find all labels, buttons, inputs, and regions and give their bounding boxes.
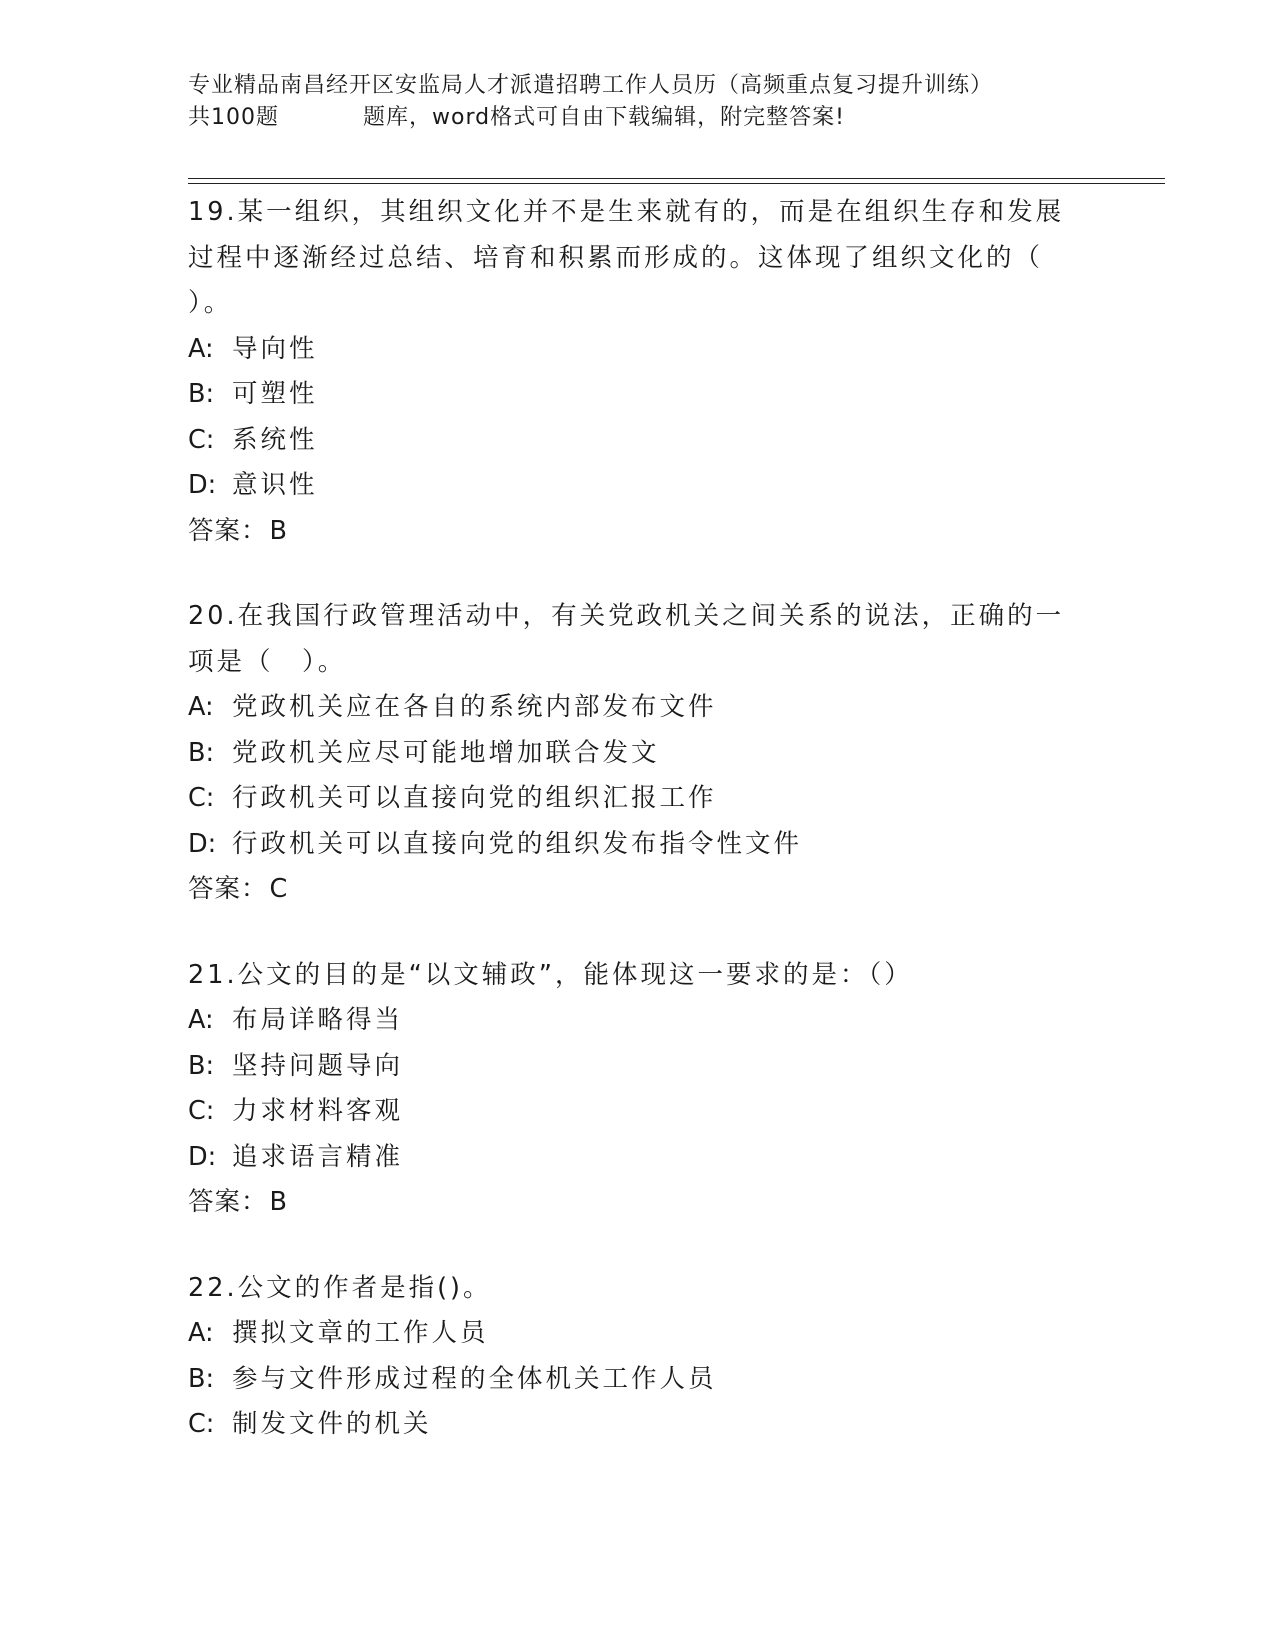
header-divider-bottom <box>188 183 1165 184</box>
question-number: 19. <box>188 197 238 227</box>
option-letter: A: <box>188 1318 214 1348</box>
question-body: 公文的目的是“以文辅政”，能体现这一要求的是：（） <box>237 959 913 990</box>
question-text <box>188 953 1088 999</box>
option-c <box>188 1402 1088 1448</box>
option-c <box>188 1089 1088 1135</box>
option-a <box>188 685 1088 731</box>
option-text: 党政机关应在各自的系统内部发布文件 <box>232 692 717 722</box>
option-letter: A: <box>188 692 214 722</box>
option-b <box>188 731 1088 777</box>
option-text: 行政机关可以直接向党的组织汇报工作 <box>232 783 717 813</box>
option-c <box>188 418 1088 464</box>
option-d <box>188 463 1088 509</box>
option-text: 导向性 <box>232 333 318 364</box>
answer-line <box>188 1180 1088 1226</box>
option-letter: A: <box>188 333 214 364</box>
option-letter: D: <box>188 828 217 859</box>
question-number: 22. <box>188 1272 238 1303</box>
option-text: 布局详略得当 <box>232 1005 404 1035</box>
option-text: 可塑性 <box>232 379 318 409</box>
option-letter: B: <box>188 1050 215 1081</box>
option-text: 坚持问题导向 <box>232 1050 404 1081</box>
option-text: 追求语言精准 <box>232 1141 404 1172</box>
option-a <box>188 998 1088 1044</box>
page-header <box>188 70 1168 134</box>
option-letter: B: <box>188 1363 215 1394</box>
question-19 <box>188 190 1088 554</box>
answer-value: B <box>269 515 289 546</box>
question-20 <box>188 594 1088 913</box>
option-c <box>188 776 1088 822</box>
option-d <box>188 1135 1088 1181</box>
option-letter: D: <box>188 1141 217 1172</box>
question-body: 公文的作者是指()。 <box>237 1272 492 1303</box>
option-letter: C: <box>188 1096 215 1126</box>
option-b <box>188 1044 1088 1090</box>
option-letter: A: <box>188 1005 214 1035</box>
question-text <box>188 1266 1088 1312</box>
question-number: 21. <box>188 959 238 990</box>
question-body: 在我国行政管理活动中，有关党政机关之间关系的说法，正确的一项是（ ）。 <box>188 601 1065 677</box>
question-22 <box>188 1266 1088 1448</box>
option-text: 力求材料客观 <box>232 1096 404 1126</box>
option-text: 制发文件的机关 <box>232 1409 432 1439</box>
option-letter: B: <box>188 379 215 409</box>
option-a <box>188 1311 1088 1357</box>
question-text <box>188 190 1088 327</box>
option-letter: D: <box>188 470 217 500</box>
question-list <box>188 190 1088 1488</box>
option-text: 参与文件形成过程的全体机关工作人员 <box>232 1363 717 1394</box>
option-text: 意识性 <box>232 470 318 500</box>
answer-value: C <box>269 874 289 904</box>
answer-label: 答案： <box>188 874 268 904</box>
question-21 <box>188 953 1088 1226</box>
option-text: 系统性 <box>232 424 318 455</box>
page-title: 专业精品南昌经开区安监局人才派遣招聘工作人员历（高频重点复习提升训练） <box>188 73 994 98</box>
question-count: 共100题 <box>188 105 279 130</box>
question-body: 某一组织，其组织文化并不是生来就有的，而是在组织生存和发展过程中逐渐经过总结、培育和积累而形成的。这体现了组织文化的（ ）。 <box>188 197 1065 318</box>
question-text <box>188 594 1088 685</box>
answer-line <box>188 867 1088 913</box>
header-divider-top <box>188 178 1165 179</box>
option-text: 撰拟文章的工作人员 <box>232 1318 489 1348</box>
option-d <box>188 822 1088 868</box>
option-b <box>188 1357 1088 1403</box>
option-letter: B: <box>188 737 215 768</box>
option-b <box>188 372 1088 418</box>
option-text: 党政机关应尽可能地增加联合发文 <box>232 737 660 768</box>
option-a <box>188 327 1088 373</box>
option-letter: C: <box>188 783 215 813</box>
answer-value: B <box>269 1187 289 1217</box>
answer-label: 答案： <box>188 515 268 546</box>
page-subtitle: 题库，word格式可自由下载编辑，附完整答案! <box>363 105 845 130</box>
answer-line <box>188 509 1088 555</box>
option-text: 行政机关可以直接向党的组织发布指令性文件 <box>232 828 803 859</box>
page-subtitle-row <box>188 102 1168 134</box>
option-letter: C: <box>188 424 215 455</box>
question-number: 20. <box>188 601 238 631</box>
option-letter: C: <box>188 1409 215 1439</box>
answer-label: 答案： <box>188 1187 268 1217</box>
